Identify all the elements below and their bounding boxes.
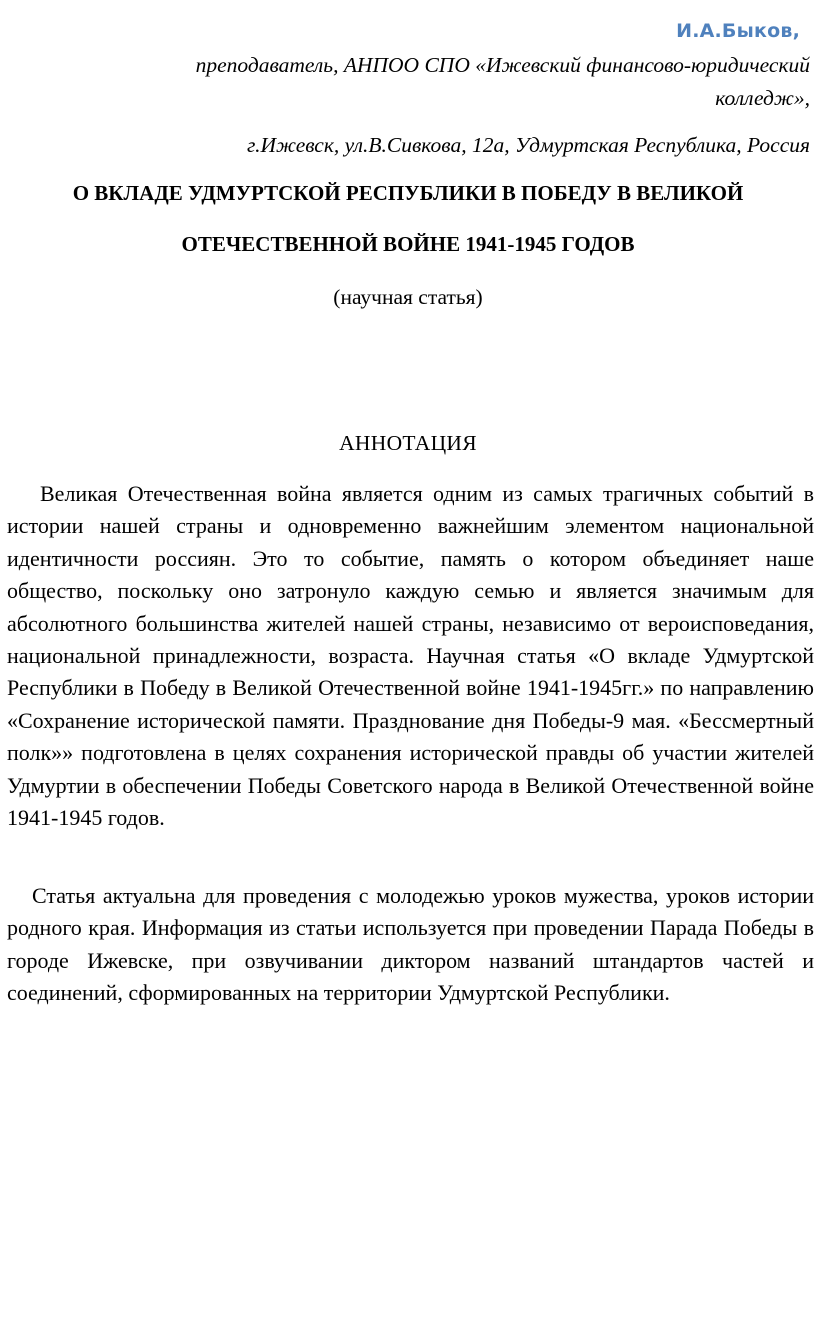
author-affiliation: преподаватель, АНПОО СПО «Ижевский финансово-юридический колледж», [195, 53, 810, 110]
author-name: И.А.Быков, [676, 20, 800, 42]
annotation-paragraph: Великая Отечественная война является одним из самых трагичных событий в истории нашей страны и одновременно важнейшим элементом национальной идентичности россиян. Это то событие, память о котором объединяет наше общество, поскольку оно затронуло каждую семью и является значимым для абсолютного большинства жителей нашей страны, независимо от вероисповедания, национальной принадлежности, возраста. Научная статья «О вкладе Удмуртской Республики в Победу в Великой Отечественной войне 1941-1945гг.» по направлению «Сохранение исторической памяти. Празднование дня Победы-9 мая. «Бессмертный полк»» подготовлена в целях сохранения исторической правды об участии жителей Удмуртии в обеспечении Победы Советского народа в Великой Отечественной войне 1941-1945 годов. [7, 481, 814, 831]
annotation-heading: АННОТАЦИЯ [339, 431, 477, 455]
article-type: (научная статья) [333, 285, 483, 309]
annotation-paragraph: Статья актуальна для проведения с молодежью уроков мужества, уроков истории родного края. Информация из статьи используется при проведении Парада Победы в городе Ижевске, при озвучивании диктором названий штандартов частей и соединений, сформированных на территории Удмуртской Республики. [7, 883, 814, 1006]
article-title-line-1: О ВКЛАДЕ УДМУРТСКОЙ РЕСПУБЛИКИ В ПОБЕДУ В ВЕЛИКОЙ [72, 181, 744, 205]
article-title-line-2: ОТЕЧЕСТВЕННОЙ ВОЙНЕ 1941-1945 ГОДОВ [181, 232, 635, 256]
author-location: г.Ижевск, ул.В.Сивкова, 12а, Удмуртская Республика, Россия [246, 133, 810, 157]
